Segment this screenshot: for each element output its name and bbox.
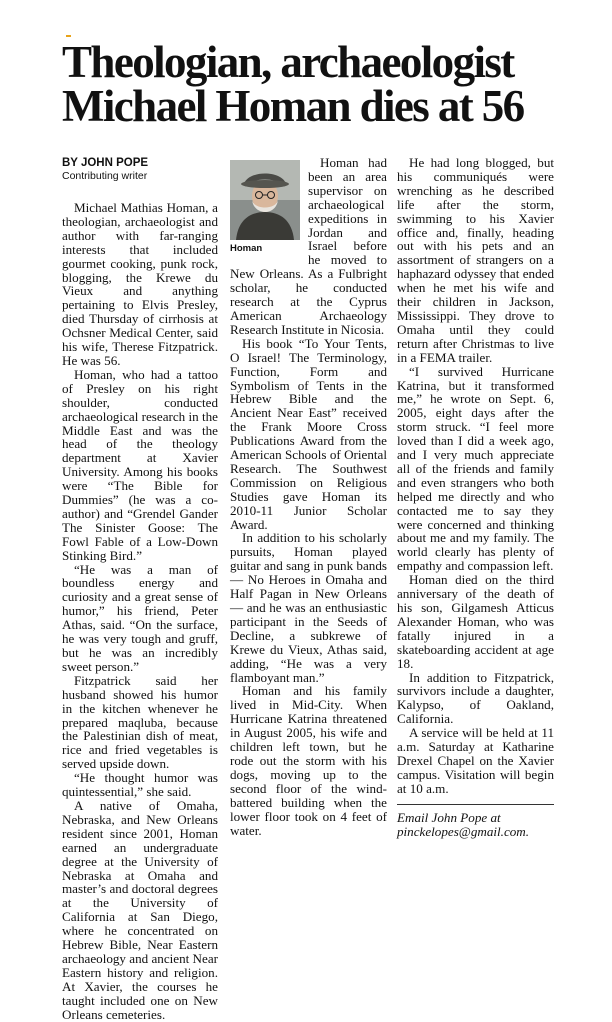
headline	[62, 37, 592, 131]
credit-email: pinckelopes@gmail.com.	[397, 823, 530, 839]
article-paragraph: A native of Omaha, Nebraska, and New Orleans resident since 2001, Homan earned an undergraduate degree at the University of Nebraska at Omaha and master’s and doctoral degrees at the University of California at San Diego, where he concentrated on Hebrew Bible, Near Eastern archaeology and ancient Near Eastern history and religion. At Xavier, the courses he taught included one on New Orleans cemeteries.	[62, 797, 218, 1022]
article-column-3	[397, 156, 554, 839]
article-paragraph: In addition to Fitzpatrick, survivors include a daughter, Kalypso, of Oakland, California.	[397, 669, 554, 727]
article-paragraph: A service will be held at 11 a.m. Saturday at Katharine Drexel Chapel on the Xavier campus. Visitation will begin at 10 a.m.	[397, 725, 554, 796]
article-paragraph: “I survived Hurricane Katrina, but it transformed me,” he wrote on Sept. 6, 2005, eight days after the storm struck. “I feel more loved than I did a week ago, and I very much appreciate all of the friends and family and even strangers who both helped me directly and who contacted me to say they were concerned and thinking about me and my family. The world clearly has plenty of empathy and compassion left.	[397, 363, 554, 574]
article-paragraph: Homan had been an area supervisor on archaeological expeditions in Jordan and Israel before he moved to New Orleans. As a Fulbright scholar, he conducted research at the Cyprus American Archaeology Research Institute in Nicosia.	[230, 155, 387, 337]
credit-line-1: Email John Pope at	[397, 809, 501, 825]
article-paragraph: His book “To Your Tents, O Israel! The Terminology, Function, Form and Symbolism of Tents in the Hebrew Bible and the Ancient Near East” received the Frank Moore Cross Publications Award from the American Schools of Oriental Research. The Southwest Commission on Religious Studies gave Homan its 2010-11 Junior Scholar Award.	[230, 335, 387, 532]
article-paragraph: In addition to his scholarly pursuits, Homan played guitar and sang in punk bands — No Heroes in Omaha and Half Pagan in New Orleans — and he was an enthusiastic participant in the Seeds of Decline, a subkrewe of Krewe du Vieux, Athas said, adding, “He was a very flamboyant man.”	[230, 530, 387, 685]
photo-caption: Homan	[230, 243, 263, 254]
article-paragraph: He had long blogged, but his communiqués were wrenching as he described life after the storm, swimming to his Xavier office and, finally, heading out with his pets and an assortment of strangers on a haphazard odyssey that ended when he met his wife and their children in Jackson, Mississippi. They drove to Omaha until they could return after Christmas to live in a FEMA trailer.	[397, 155, 554, 365]
photo-block	[230, 160, 300, 255]
article-column-1	[62, 156, 218, 1021]
article-paragraph: “He thought humor was quintessential,” she said.	[62, 770, 218, 800]
byline-author: BY JOHN POPE	[62, 157, 149, 169]
article-paragraph: Fitzpatrick said her husband showed his humor in the kitchen whenever he prepared maqluba, because the Palestinian dish of meat, rice and fried vegetables is served upside down.	[62, 672, 218, 772]
byline-role: Contributing writer	[62, 170, 148, 182]
article-paragraph: “He was a man of boundless energy and curiosity and a great sense of humor,” his friend, Peter Athas, said. “On the surface, he was very tough and gruff, but he was an incredibly sweet person.”	[62, 561, 218, 674]
divider	[397, 804, 554, 805]
article-paragraph: Homan died on the third anniversary of the death of his son, Gilgamesh Atticus Alexander Homan, who was fatally injured in a skateboarding accident at age 18.	[397, 572, 554, 671]
headline-line-2: Michael Homan dies at 56	[62, 81, 524, 131]
headline-line-1: Theologian, archaeologist	[62, 37, 514, 87]
article-paragraph: Homan and his family lived in Mid-City. When Hurricane Katrina threatened in August 2005, his wife and children left town, but he rode out the storm with his dogs, moving up to the second floor of the wind-battered building when the lower floor took on 4 feet of water.	[230, 683, 387, 838]
portrait-photo-icon	[230, 160, 300, 240]
article-paragraph: Michael Mathias Homan, a theologian, archaeologist and author with far-ranging interests that included gourmet cooking, punk rock, blogging, the Krewe du Vieux and anything pertaining to Elvis Presley, died Thursday of cirrhosis at Ochsner Medical Center, said his wife, Therese Fitzpatrick. He was 56.	[62, 200, 218, 368]
article-paragraph: Homan, who had a tattoo of Presley on his right shoulder, conducted archaeological research in the Middle East and was the head of the theology department at Xavier University. Among his books were “The Bible for Dummies” (he was a co-author) and “Grendel Gander The Sinister Goose: The Fowl Fable of a Low-Down Stinking Bird.”	[62, 366, 218, 563]
article-column-2	[230, 156, 387, 837]
